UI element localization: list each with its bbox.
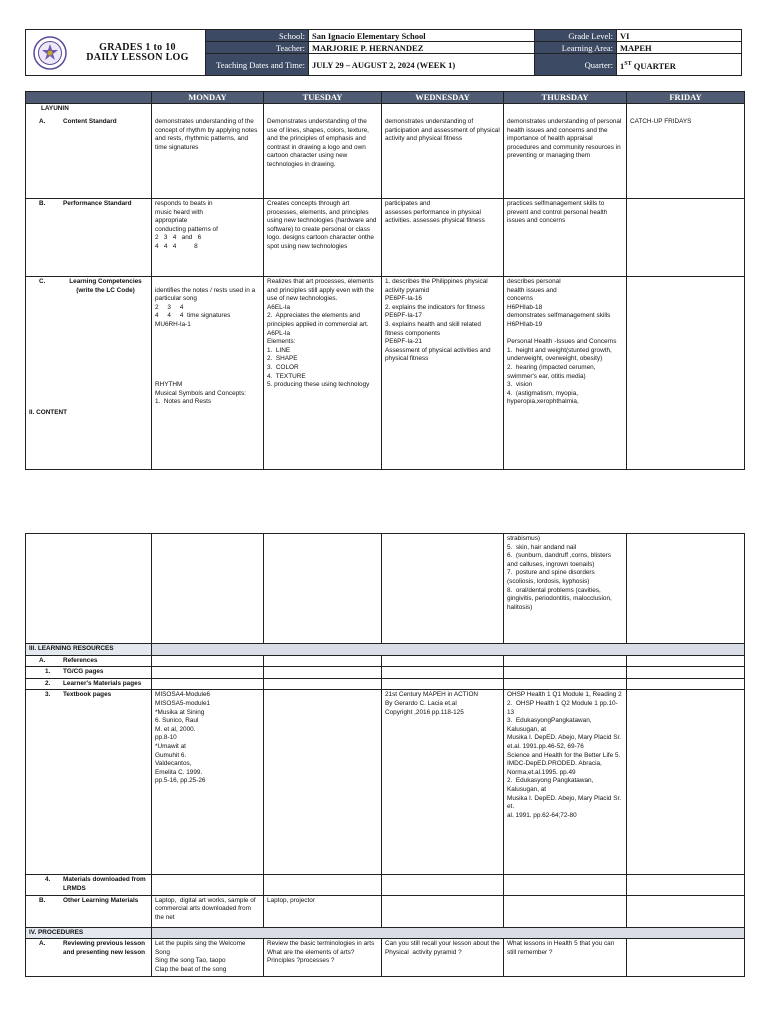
- empty-cell: [264, 655, 382, 667]
- layunin-label: LAYUNIN: [41, 105, 69, 112]
- lesson-table-page1: [25, 91, 745, 470]
- content-standard-cell: CATCH-UP FRIDAYS: [627, 104, 745, 199]
- other-materials-cell: [627, 895, 745, 927]
- textbook-pages-label-cell: [26, 690, 152, 875]
- textbook-cell: [627, 690, 745, 875]
- corner-header-cell: [26, 92, 152, 104]
- competencies-cell: Realizes that art processes, elements and principles still apply even with the use of new technologies. A6EL-Ia 2. Appreciates the elements and principles applied in commercial art. A6PL-Ia Elements: 1. LINE 2. SHAPE 3. COLOR 4. TEXTURE 5. producing these using technology: [264, 277, 382, 470]
- learning-resources-bar: [152, 644, 745, 656]
- quarter-word: QUARTER: [631, 60, 676, 71]
- empty-cell: [264, 875, 382, 895]
- empty-cell: [152, 655, 264, 667]
- competencies-cell: describes personal health issues and concerns H6PHIab-18 demonstrates selfmanagement skills H6PHIab-19 Personal Health -Issues and Concerns 1. height and weight(stunted growth, underweight, overweight, obesity) 2. hearing (impacted cerumen, swimmer's ear, otitis media) 3. vision 4. (astigmatism, myopia, hyperopia,xerophthalmia,: [504, 277, 627, 470]
- header-table: [25, 29, 742, 76]
- empty-cell: [152, 875, 264, 895]
- area-value: MAPEH: [617, 42, 742, 54]
- day-header-thursday: THURSDAY: [504, 92, 627, 104]
- other-materials-num: B.: [39, 896, 46, 904]
- competencies-label: Learning Competencies (write the LC Code): [69, 278, 142, 294]
- performance-standard-label: Performance Standard: [63, 200, 132, 207]
- empty-cell: [504, 655, 627, 667]
- tg-pages-num: 1.: [45, 668, 51, 676]
- content-standard-cell: Demonstrates understanding of the use of lines, shapes, colors, texture, and the principles of emphasis and contrast in drawing a logo and own cartoon character using new technologies in drawing.: [264, 104, 382, 199]
- empty-cell: [264, 678, 382, 690]
- other-materials-label-cell: [26, 895, 152, 927]
- competencies-cell: [627, 277, 745, 470]
- content-label: II. CONTENT: [29, 409, 67, 416]
- lesson-table-page2: [25, 533, 745, 977]
- content-cont-label-cell: [26, 534, 152, 644]
- performance-standard-cell: practices selfmanagement skills to prevent and control personal health issues and concerns: [504, 199, 627, 277]
- textbook-cell: OHSP Health 1 Q1 Module 1, Reading 2 2. OHSP Health 1 Q2 Module 1 pp.10-13 3. EdukasyongPangkatawan, Kalusugan, at Musika I. DepED. Abejo, Mary Placid Sr. et.al. 1991.pp.46-52, 69-76 Science and Health for the Better Life 5. IMDC-DepED.PRODED. Abracia, Norma,et.al.1995. pp.49 2. Edukasyong Pangkatawan, Kalusugan, at Musika I. DepED. Abejo, Mary Placid Sr. et. al. 1991. pp.62-64;72-80: [504, 690, 627, 875]
- performance-standard-cell: Creates concepts through art processes, elements, and principles using new technologies (hardware and software) to create personal or class logo. designs cartoon character onthe spot using new technologies: [264, 199, 382, 277]
- quarter-number: 1: [620, 60, 625, 71]
- review-label-cell: [26, 939, 152, 977]
- dates-label: Teaching Dates and Time:: [206, 54, 309, 76]
- performance-standard-label-cell: [26, 199, 152, 277]
- school-value: San Ignacio Elementary School: [309, 30, 535, 42]
- lrmds-label-cell: [26, 875, 152, 895]
- quarter-value: [617, 54, 742, 76]
- performance-standard-cell: responds to beats in music heard with appropriate conducting patterns of 2 3 4 and 6 4 4 4 8: [152, 199, 264, 277]
- empty-cell: [504, 667, 627, 679]
- other-materials-cell: [504, 895, 627, 927]
- content-cont-cell: [382, 534, 504, 644]
- deped-seal-icon: [33, 36, 67, 70]
- header-logo-cell: [26, 30, 206, 76]
- empty-cell: [264, 667, 382, 679]
- empty-cell: [382, 667, 504, 679]
- other-materials-cell: Laptop, projector: [264, 895, 382, 927]
- review-num: A.: [39, 940, 46, 948]
- lm-pages-label-cell: [26, 678, 152, 690]
- other-materials-cell: Laptop, digital art works, sample of commercial arts downloaded from the net: [152, 895, 264, 927]
- review-cell: What lessons in Health 5 that you can still remember ?: [504, 939, 627, 977]
- teacher-label: Teacher:: [206, 42, 309, 54]
- performance-standard-cell: participates and assesses performance in physical activities. assesses physical fitness: [382, 199, 504, 277]
- textbook-cell: [264, 690, 382, 875]
- procedures-bar: [152, 927, 745, 939]
- tg-pages-label: TG/CG pages: [63, 668, 104, 676]
- day-header-tuesday: TUESDAY: [264, 92, 382, 104]
- day-header-friday: FRIDAY: [627, 92, 745, 104]
- review-cell: Can you still recall your lesson about the Physical activity pyramid ?: [382, 939, 504, 977]
- lrmds-label: Materials downloaded from LRMDS: [63, 876, 146, 892]
- school-label: School:: [206, 30, 309, 42]
- empty-cell: [152, 667, 264, 679]
- empty-cell: [504, 678, 627, 690]
- quarter-label: Quarter:: [535, 54, 617, 76]
- empty-cell: [504, 875, 627, 895]
- empty-cell: [627, 667, 745, 679]
- empty-cell: [382, 678, 504, 690]
- content-cont-cell: [264, 534, 382, 644]
- lm-pages-num: 2.: [45, 679, 51, 687]
- references-label: References: [63, 656, 98, 664]
- teacher-value: MARJORIE P. HERNANDEZ: [309, 42, 535, 54]
- procedures-label: IV. PROCEDURES: [26, 927, 152, 939]
- lm-pages-label: Learner's Materials pages: [63, 679, 142, 687]
- content-standard-num: A.: [39, 117, 46, 125]
- quarter-suffix: ST: [624, 60, 632, 67]
- empty-cell: [627, 875, 745, 895]
- content-standard-cell: demonstrates understanding of the concept of rhythm by applying notes and rests, rhythmic patterns, and time signatures: [152, 104, 264, 199]
- content-cont-cell: [627, 534, 745, 644]
- competencies-label-cell: [26, 277, 152, 470]
- references-num: A.: [39, 656, 46, 664]
- day-header-monday: MONDAY: [152, 92, 264, 104]
- empty-cell: [627, 678, 745, 690]
- performance-standard-cell: [627, 199, 745, 277]
- content-cont-cell: [152, 534, 264, 644]
- performance-standard-num: B.: [39, 200, 46, 207]
- content-standard-cell: demonstrates understanding of participation and assessment of physical activity and physical fitness: [382, 104, 504, 199]
- references-label-cell: [26, 655, 152, 667]
- content-standard-cell: demonstrates understanding of personal health issues and concerns and the importance of health appraisal procedures and community resources in preventing or managing them: [504, 104, 627, 199]
- empty-cell: [382, 875, 504, 895]
- learning-resources-label: III. LEARNING RESOURCES: [26, 644, 152, 656]
- title-grades: GRADES 1 to 10: [99, 41, 176, 53]
- textbook-cell: 21st Century MAPEH in ACTION By Gerardo C. Lacia et.al Copyright ,2016 pp.118-125: [382, 690, 504, 875]
- other-materials-cell: [382, 895, 504, 927]
- review-cell: Let the pupils sing the Welcome Song Sing the song Tao, taopo Clap the beat of the song: [152, 939, 264, 977]
- competencies-cell: identifies the notes / rests used in a particular song 2 3 4 4 4 4 time signatures MU6RH-Ia-1 RHYTHM Musical Symbols and Concepts: 1. Notes and Rests: [152, 277, 264, 470]
- review-cell: [627, 939, 745, 977]
- competencies-num: C.: [39, 278, 46, 285]
- review-label: Reviewing previous lesson and presenting new lesson: [63, 940, 146, 956]
- content-standard-label: Content Standard: [63, 117, 117, 125]
- grade-label: Grade Level:: [535, 30, 617, 42]
- grade-value: VI: [617, 30, 742, 42]
- day-header-wednesday: WEDNESDAY: [382, 92, 504, 104]
- competencies-cell: 1. describes the Philippines physical activity pyramid PE6PF-Ia-16 2. explains the indicators for fitness PE6PF-Ia-17 3. explains health and skill related fitness components PE6PF-Ia-21 Assessment of physical activities and physical fitness: [382, 277, 504, 470]
- tg-pages-label-cell: [26, 667, 152, 679]
- area-label: Learning Area:: [535, 42, 617, 54]
- other-materials-label: Other Learning Materials: [63, 896, 139, 904]
- empty-cell: [627, 655, 745, 667]
- objectives-label-cell: [26, 104, 152, 199]
- textbook-pages-num: 3.: [45, 691, 51, 699]
- empty-cell: [382, 655, 504, 667]
- review-cell: Review the basic terminologies in arts What are the elements of arts? Principles ?processes ?: [264, 939, 382, 977]
- dates-value: JULY 29 – AUGUST 2, 2024 (WEEK 1): [309, 54, 535, 76]
- lrmds-num: 4.: [45, 876, 51, 884]
- textbook-pages-label: Textbook pages: [63, 691, 112, 699]
- textbook-cell: MISOSA4-Module6 MISOSA5-module1 *Musika at Sining 6. Sunico, Raul M. et al, 2000. pp.8-10 *Umawit at Gumuhit 6. Valdecantos, Emelita C. 1999. pp.5-16, pp.25-26: [152, 690, 264, 875]
- content-cont-cell-thursday: strabismus) 5. skin, hair andand nail 6. (sunburn, dandruff ,corns, blisters and calluses, ingrown toenails) 7. posture and spine disorders (scoliosis, lordosis, kyphosis) 8. oral/dental problems (cavities, gingivitis, periodontitis, malocclusion, halitosis): [504, 534, 627, 644]
- title-dll: DAILY LESSON LOG: [86, 51, 189, 63]
- empty-cell: [152, 678, 264, 690]
